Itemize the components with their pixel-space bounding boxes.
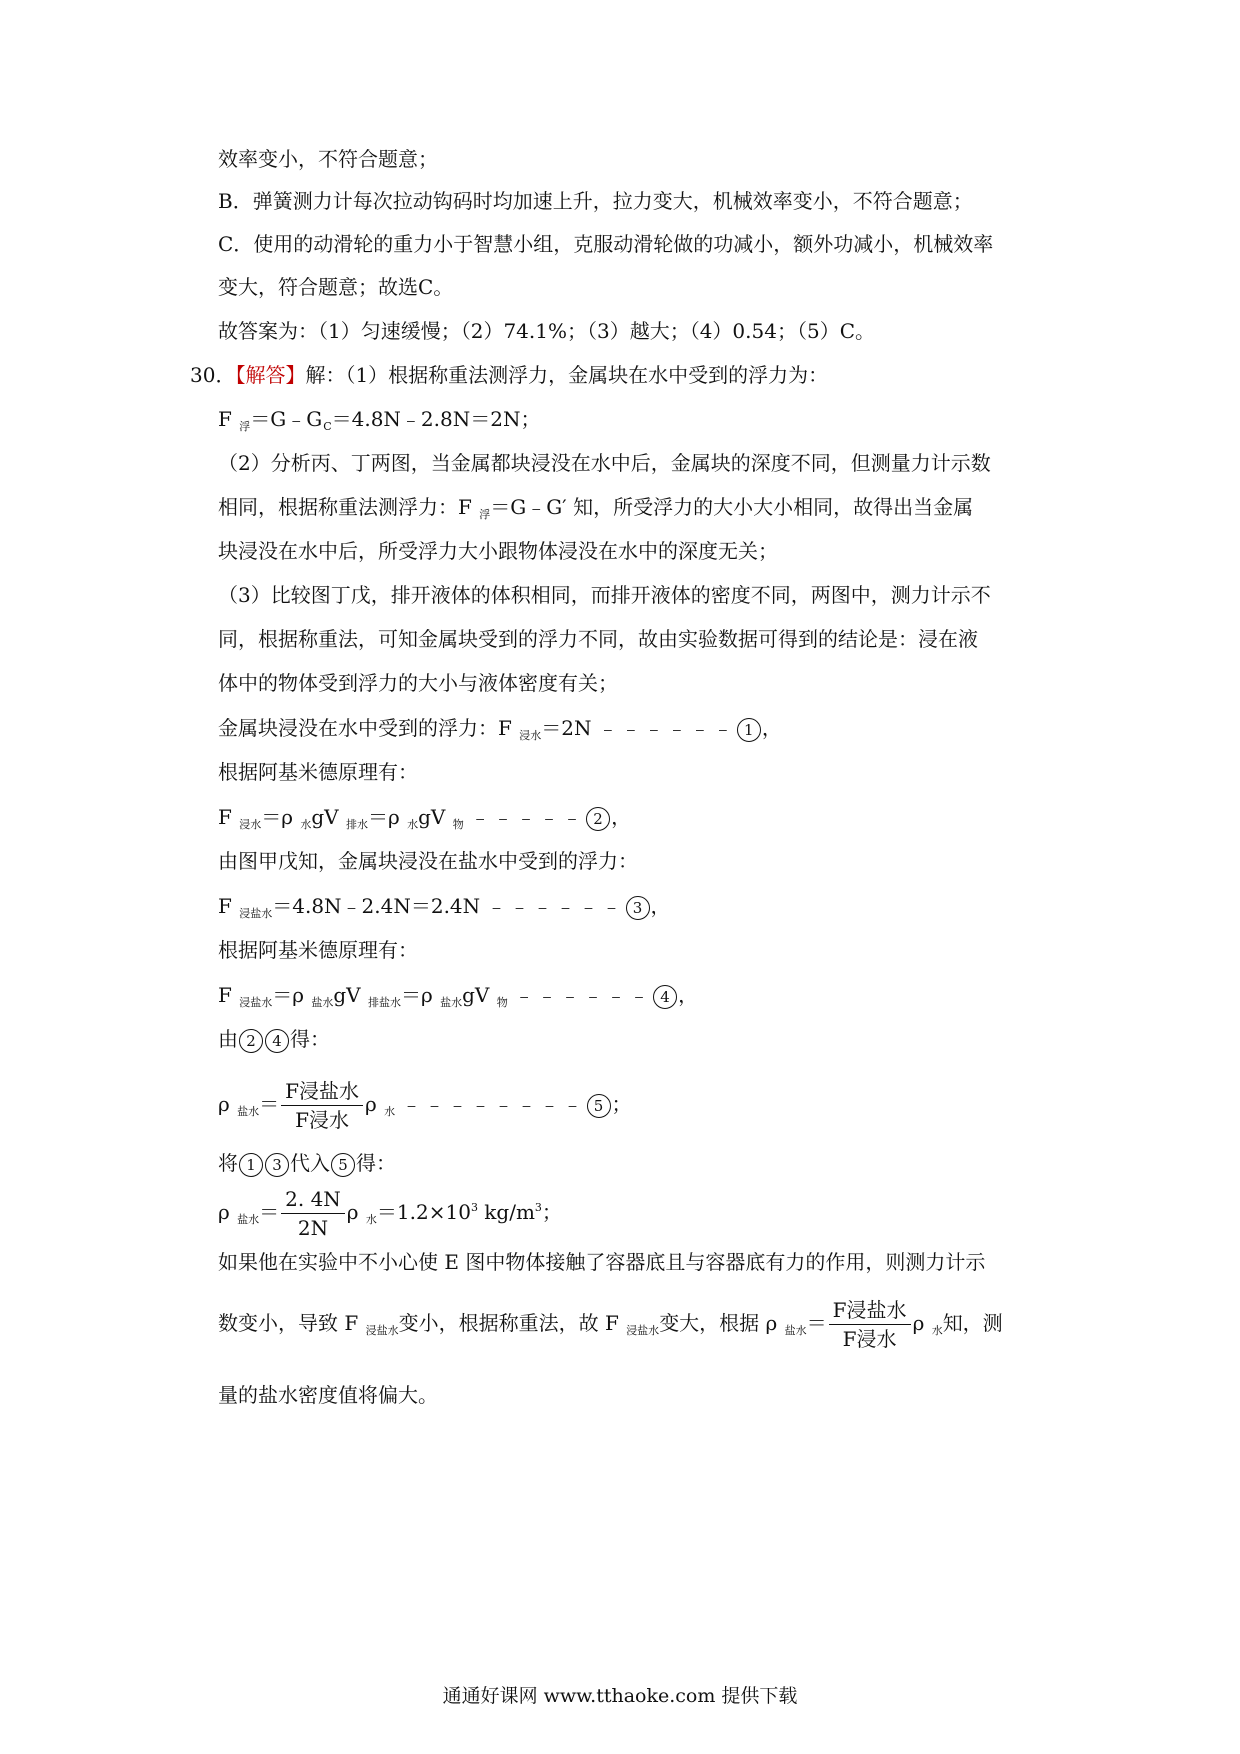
- fraction: $\frac{\text{F浸盐水}}{\text{F浸水}}$: [281, 1079, 363, 1132]
- page-footer: 通通好课网 www.tthaoke.com 提供下载: [442, 1685, 798, 1707]
- circled-number: 4: [265, 1029, 289, 1053]
- text-line: 量的盐水密度值将偏大。: [218, 1383, 438, 1407]
- text-line: 如果他在实验中不小心使 E 图中物体接触了容器底且与容器底有力的作用，则测力计示: [218, 1250, 986, 1274]
- fraction: $\frac{2. 4N}{2N}$: [281, 1187, 345, 1240]
- text-line: 根据阿基米德原理有：: [218, 938, 418, 962]
- equation-line: ρ $_{盐水}$＝ $\frac{2. 4N}{2N}$ ρ $_水=1.2\times 10^3$ $kg/m^3$；: [218, 1187, 562, 1240]
- question-heading: 30．【解答】解：（1）根据称重法测浮力，金属块在水中受到的浮力为：: [190, 363, 829, 387]
- text-line: 变大，符合题意；故选C。: [218, 275, 454, 299]
- fraction: $\frac{\text{F浸盐水}}{\text{F浸水}}$: [829, 1298, 911, 1351]
- circled-number: 1: [737, 718, 761, 742]
- equation-line: F $_{浸水}$＝ρ $_水$gV $_{排水}$＝ρ $_水$gV $_物$ ﹣﹣﹣﹣﹣ 2 ，: [218, 805, 632, 831]
- text-line: （3）比较图丁戊，排开液体的体积相同，而排开液体的密度不同，两图中，测力计示不: [218, 583, 991, 607]
- circled-number: 5: [331, 1153, 355, 1177]
- equation-line: 将 1 3 代入 5 得：: [218, 1151, 396, 1175]
- text-line: 块浸没在水中后，所受浮力大小跟物体浸没在水中的深度无关；: [218, 539, 778, 563]
- answer-summary: 故答案为：（1）匀速缓慢；（2）74.1%；（3）越大；（4）0.54；（5）C。: [218, 319, 875, 343]
- equation-line: ρ $_{盐水}$＝ $\frac{\text{F浸盐水}}{\text{F浸水}}$ ρ $_水$ ﹣﹣﹣﹣﹣﹣﹣﹣ 5 ；: [218, 1079, 632, 1132]
- circled-number: 3: [626, 896, 650, 920]
- circled-number: 4: [653, 985, 677, 1009]
- circled-number: 3: [265, 1153, 289, 1177]
- circled-number: 2: [239, 1029, 263, 1053]
- question-number: 30．: [190, 363, 236, 387]
- equation-line: 由 2 4 得：: [218, 1027, 330, 1051]
- answer-tag: 【解答】: [235, 363, 306, 387]
- text-line: 效率变小，不符合题意；: [218, 147, 438, 171]
- circled-number: 5: [587, 1094, 611, 1118]
- text-line: 由图甲戊知，金属块浸没在盐水中受到的浮力：: [218, 849, 638, 873]
- text-line: C．使用的动滑轮的重力小于智慧小组，克服动滑轮做的功减小，额外功减小，机械效率: [218, 232, 994, 256]
- text-line: 同，根据称重法，可知金属块受到的浮力不同，故由实验数据可得到的结论是：浸在液: [218, 627, 978, 651]
- text-line: 根据阿基米德原理有：: [218, 760, 418, 784]
- text-line: 数变小，导致 F $_{浸盐水}$变小，根据称重法，故 F $_{浸盐水}$变大，根据 ρ $_{盐水}$＝ $\frac{\text{F浸盐水}}{\text{F浸水}}$ ρ $_水$知，测: [218, 1298, 1003, 1351]
- equation-line: F $_{浸盐水}$＝ρ $_{盐水}$gV $_{排盐水}$＝ρ $_{盐水}$gV $_物$ ﹣﹣﹣﹣﹣﹣ 4 ，: [218, 983, 699, 1009]
- equation-line: F $_{浸盐水}$＝4.8N﹣2.4N＝2.4N ﹣﹣﹣﹣﹣﹣ 3 ，: [218, 894, 671, 920]
- circled-number: 1: [239, 1153, 263, 1177]
- equation-line: F $_浮=G﹣G_C=4.8N﹣2.8N=2N$；: [218, 407, 541, 433]
- text-line: （2）分析丙、丁两图，当金属都块浸没在水中后，金属块的深度不同，但测量力计示数: [218, 451, 991, 475]
- text-line: 相同，根据称重法测浮力：F $_浮$＝G﹣G′ 知，所受浮力的大小大小相同，故得出当金属: [218, 495, 974, 521]
- circled-number: 2: [586, 807, 610, 831]
- text-line: 体中的物体受到浮力的大小与液体密度有关；: [218, 671, 618, 695]
- equation-line: 金属块浸没在水中受到的浮力：F $_{浸水}$＝2N ﹣﹣﹣﹣﹣﹣ 1 ，: [218, 716, 782, 742]
- text-line: B．弹簧测力计每次拉动钩码时均加速上升，拉力变大，机械效率变小，不符合题意；: [218, 189, 973, 213]
